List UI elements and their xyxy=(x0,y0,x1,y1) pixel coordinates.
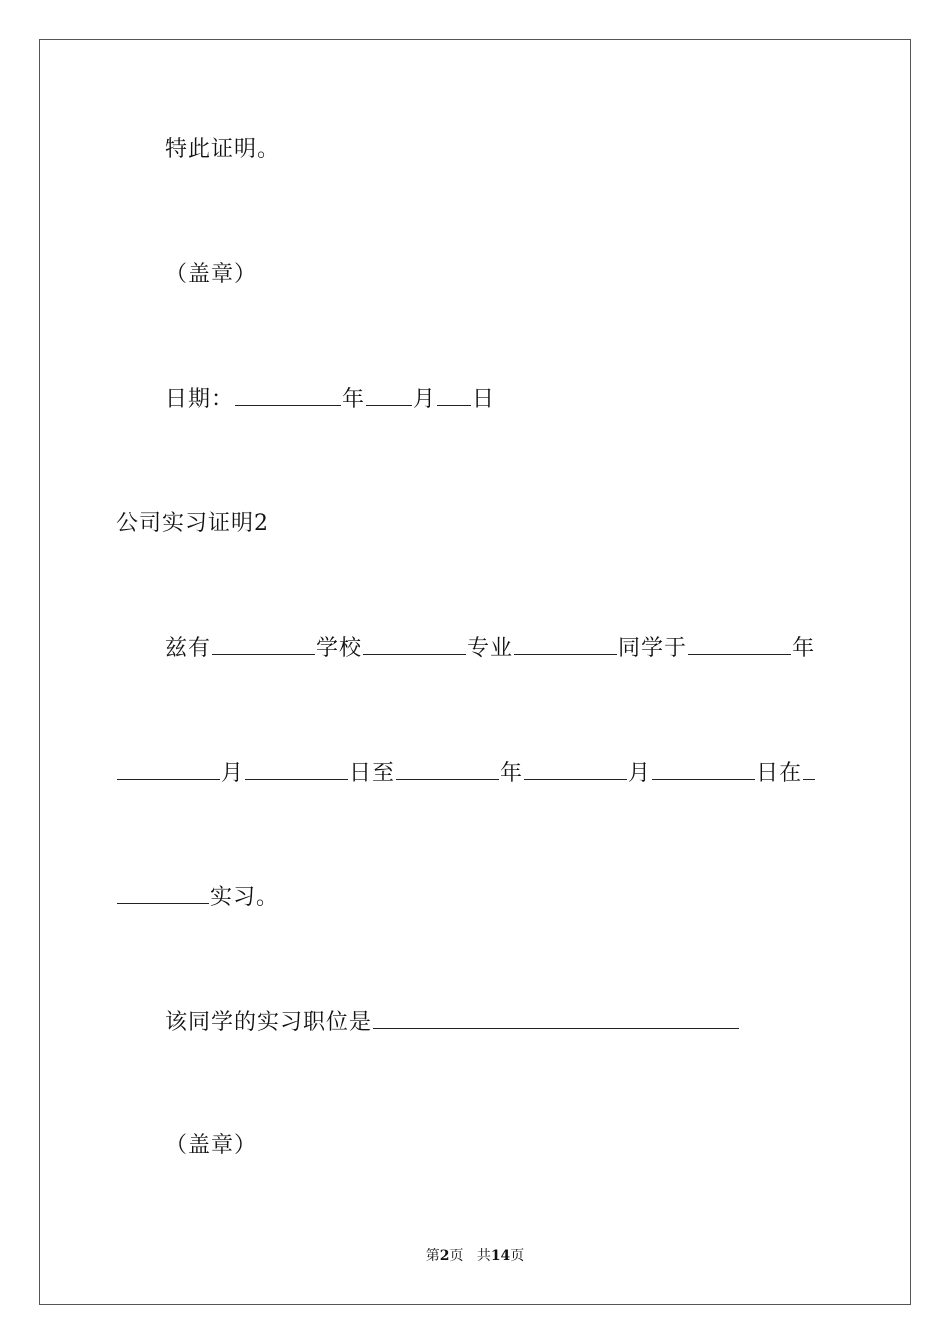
zi-you-text: 兹有 xyxy=(165,636,212,661)
start-year-label: 年 xyxy=(792,636,816,661)
page-prefix: 第 xyxy=(425,1248,440,1264)
page-number: 2 xyxy=(439,1248,450,1264)
stamp-line-2 xyxy=(165,1132,257,1160)
start-month-blank[interactable] xyxy=(117,759,220,780)
paragraph-line-3 xyxy=(116,883,279,912)
total-pages: 14 xyxy=(490,1248,511,1264)
position-line xyxy=(165,1008,740,1037)
student-blank[interactable] xyxy=(514,634,617,655)
intern-label: 实习。 xyxy=(210,885,280,910)
company-blank-start[interactable] xyxy=(803,759,815,780)
heading-line xyxy=(116,510,269,538)
end-day-blank[interactable] xyxy=(652,759,755,780)
prove-line xyxy=(165,136,280,164)
section-heading: 公司实习证明2 xyxy=(116,511,269,536)
year-blank[interactable] xyxy=(235,385,341,406)
end-month-label: 月 xyxy=(628,761,652,786)
stamp-text-2: （盖章） xyxy=(165,1133,258,1158)
paragraph-line-2 xyxy=(116,759,816,788)
major-blank[interactable] xyxy=(363,634,466,655)
page-suffix: 页 xyxy=(449,1248,464,1264)
prove-text: 特此证明。 xyxy=(165,137,281,162)
position-label: 该同学的实习职位是 xyxy=(165,1010,373,1035)
start-day-label: 日至 xyxy=(349,761,396,786)
month-blank[interactable] xyxy=(366,385,412,406)
start-month-label: 月 xyxy=(221,761,245,786)
day-blank[interactable] xyxy=(437,385,471,406)
stamp-line-1 xyxy=(165,261,257,289)
page-border xyxy=(39,39,911,1305)
paragraph-line-1 xyxy=(165,634,815,663)
company-blank[interactable] xyxy=(117,883,209,904)
total-prefix: 共 xyxy=(476,1248,491,1264)
stamp-text-1: （盖章） xyxy=(165,262,258,287)
end-year-blank[interactable] xyxy=(396,759,499,780)
major-label: 专业 xyxy=(467,636,514,661)
end-year-label: 年 xyxy=(500,761,524,786)
school-blank[interactable] xyxy=(212,634,315,655)
start-day-blank[interactable] xyxy=(245,759,348,780)
school-label: 学校 xyxy=(316,636,363,661)
date-label: 日期： xyxy=(165,387,235,412)
student-at-label: 同学于 xyxy=(618,636,688,661)
date-line xyxy=(165,385,495,414)
total-suffix: 页 xyxy=(510,1248,525,1264)
end-day-label: 日在 xyxy=(756,761,803,786)
page-footer xyxy=(0,1247,950,1265)
position-blank[interactable] xyxy=(373,1008,739,1029)
month-label: 月 xyxy=(413,387,437,412)
start-year-blank[interactable] xyxy=(688,634,791,655)
year-label: 年 xyxy=(342,387,366,412)
end-month-blank[interactable] xyxy=(524,759,627,780)
day-label: 日 xyxy=(472,387,496,412)
